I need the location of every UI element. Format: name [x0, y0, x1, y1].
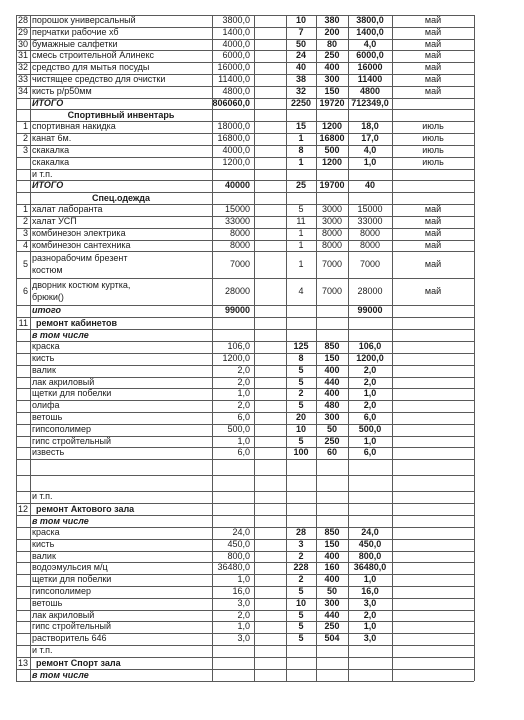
amount: 800,0	[358, 550, 382, 561]
item-name: растворитель 646	[32, 633, 107, 644]
item-name: краска	[32, 527, 60, 537]
row-number: 30	[17, 38, 28, 49]
month: май	[424, 239, 442, 250]
quantity: 125	[293, 341, 309, 352]
planned-total: 3,0	[237, 633, 250, 644]
unit-price: 504	[324, 633, 340, 644]
total-label: ИТОГО	[32, 97, 64, 108]
quantity: 5	[298, 376, 304, 387]
planned-total: 3,0	[237, 597, 250, 608]
subsection-label: в том числе	[32, 669, 89, 680]
quantity: 25	[295, 180, 306, 191]
row-number: 3	[22, 227, 28, 238]
row-number: 12	[17, 504, 28, 514]
subsection-label: в том числе	[32, 516, 89, 526]
quantity: 5	[298, 435, 304, 446]
amount: 500,0	[358, 423, 382, 434]
item-name: щетки для побелки	[32, 574, 112, 585]
row-number: 11	[18, 318, 28, 329]
amount: 4,0	[363, 145, 377, 155]
planned-total: 450,0	[227, 538, 250, 549]
row-number: 3	[22, 145, 28, 155]
column-divider	[30, 15, 31, 681]
amount: 18,0	[361, 121, 379, 132]
amount: 24,0	[361, 527, 379, 537]
section-title: ремонт Актового зала	[36, 504, 135, 514]
planned-total: 2,0	[237, 609, 250, 620]
planned-total: 18000,0	[217, 121, 250, 132]
amount: 6000,0	[356, 50, 384, 61]
unit-price: 400	[324, 574, 340, 585]
amount: 8000	[359, 239, 381, 250]
planned-total: 6000,0	[222, 50, 250, 61]
row-number: 32	[17, 62, 28, 73]
item-name: спортивная накидка	[32, 121, 116, 132]
category-header: Спортивный инвентарь	[67, 110, 175, 121]
unit-price: 16800	[319, 133, 345, 144]
unit-price: 850	[324, 527, 340, 537]
unit-price: 80	[326, 38, 337, 49]
unit-price: 1200	[321, 156, 343, 167]
amount: 1200,0	[356, 353, 384, 363]
quantity: 4	[298, 286, 304, 297]
unit-price: 440	[324, 376, 340, 387]
quantity: 40	[295, 62, 306, 73]
item-name: комбинезон сантехника	[32, 239, 131, 250]
amount: 1,0	[363, 156, 377, 167]
unit-price: 250	[324, 50, 340, 61]
category-header: Спец.одежда	[91, 193, 151, 204]
unit-price: 160	[324, 562, 340, 573]
item-name: халат лаборанта	[32, 204, 103, 215]
quantity: 1	[298, 156, 304, 167]
month: май	[424, 50, 442, 61]
amount: 17,0	[361, 133, 379, 144]
unit-price: 300	[324, 597, 340, 608]
quantity: 8	[298, 353, 304, 363]
item-name: и т.п.	[32, 168, 53, 179]
total-label: ИТОГО	[32, 180, 64, 191]
month: май	[424, 259, 442, 270]
item-name: перчатки рабочие хб	[32, 26, 119, 37]
amount: 2,0	[363, 609, 377, 620]
amount: 4,0	[363, 38, 377, 49]
planned-total: 1,0	[237, 388, 250, 399]
planned-total: 800,0	[227, 550, 250, 561]
planned-total: 4000,0	[222, 38, 250, 49]
unit-price: 300	[324, 412, 340, 422]
month: июль	[422, 145, 444, 155]
item-name-line2: костюм	[32, 265, 63, 276]
item-name: гипсополимер	[32, 423, 91, 434]
quantity: 2	[298, 388, 304, 399]
unit-price: 150	[324, 85, 340, 96]
row-divider	[16, 681, 474, 682]
quantity: 3	[298, 538, 304, 549]
month: май	[424, 216, 442, 226]
quantity: 1	[298, 227, 304, 238]
column-divider	[474, 15, 475, 681]
amount: 15000	[357, 204, 383, 215]
unit-price: 3000	[321, 204, 343, 215]
planned-total: 8000	[229, 227, 250, 238]
quantity: 2	[298, 574, 304, 585]
amount: 2,0	[363, 376, 377, 387]
item-name-line1: дворник костюм куртка,	[32, 280, 131, 291]
planned-total: 11400,0	[218, 74, 250, 84]
unit-price: 19720	[319, 97, 345, 108]
quantity: 1	[298, 239, 304, 250]
item-name: кисть	[32, 353, 55, 363]
item-name: ветошь	[32, 597, 63, 608]
item-name: и т.п.	[32, 491, 53, 502]
amount: 33000	[357, 216, 383, 226]
quantity: 228	[293, 562, 309, 573]
item-name: чистящее средство для очистки	[32, 74, 166, 84]
unit-price: 380	[324, 15, 340, 25]
unit-price: 300	[324, 74, 340, 84]
amount: 106,0	[358, 341, 382, 352]
quantity: 10	[295, 423, 306, 434]
item-name: валик	[32, 550, 56, 561]
amount: 6,0	[363, 412, 377, 422]
row-divider	[16, 459, 474, 460]
item-name: смесь строительной Алинекс	[32, 50, 155, 61]
quantity: 5	[298, 609, 304, 620]
quantity: 1	[298, 259, 304, 270]
unit-price: 1200	[321, 121, 343, 132]
amount: 99000	[357, 305, 383, 316]
planned-total: 106,0	[227, 341, 250, 352]
planned-total: 8000	[229, 239, 250, 250]
amount: 11400	[357, 74, 383, 84]
planned-total: 1,0	[237, 435, 250, 446]
amount: 36480,0	[353, 562, 387, 573]
unit-price: 8000	[321, 239, 343, 250]
planned-total: 2,0	[237, 376, 250, 387]
amount: 6,0	[363, 447, 377, 458]
planned-total: 36480,0	[217, 562, 250, 573]
row-number: 28	[17, 15, 28, 25]
planned-total: 6,0	[237, 447, 250, 458]
row-number: 6	[22, 286, 28, 297]
amount: 1,0	[363, 621, 377, 632]
item-name: канат 6м.	[32, 133, 72, 144]
unit-price: 440	[324, 609, 340, 620]
amount: 8000	[359, 227, 381, 238]
unit-price: 850	[324, 341, 340, 352]
amount: 1,0	[363, 388, 377, 399]
amount: 3800,0	[356, 15, 384, 25]
unit-price: 250	[324, 621, 340, 632]
month: июль	[422, 156, 444, 167]
planned-total: 24,0	[232, 527, 250, 537]
unit-price: 3000	[321, 216, 343, 226]
unit-price: 7000	[321, 259, 343, 270]
planned-total: 4800,0	[222, 85, 250, 96]
month: июль	[422, 121, 444, 132]
planned-total: 2,0	[237, 364, 250, 375]
planned-total: 4000,0	[222, 145, 250, 155]
section-title: ремонт Спорт зала	[36, 657, 121, 668]
item-name: скакалка	[32, 145, 70, 155]
row-number: 5	[22, 259, 28, 270]
month: май	[424, 26, 442, 37]
quantity: 10	[295, 597, 306, 608]
planned-total: 33000	[224, 216, 250, 226]
quantity: 5	[298, 400, 304, 411]
row-number: 1	[22, 204, 28, 215]
item-name: и т.п.	[32, 645, 53, 655]
planned-total: 16,0	[232, 586, 250, 596]
month: май	[424, 38, 442, 49]
quantity: 11	[296, 216, 306, 226]
row-number: 1	[22, 121, 28, 132]
quantity: 32	[295, 85, 306, 96]
amount: 7000	[359, 259, 381, 270]
unit-price: 400	[324, 388, 340, 399]
month: май	[424, 15, 442, 25]
unit-price: 250	[324, 435, 340, 446]
row-number: 34	[17, 85, 28, 96]
amount: 712349,0	[351, 97, 389, 108]
item-name: бумажные салфетки	[32, 38, 118, 49]
planned-total: 15000	[224, 204, 250, 215]
planned-total: 1,0	[237, 621, 250, 632]
quantity: 38	[295, 74, 306, 84]
planned-total: 1400,0	[222, 26, 250, 37]
item-name: гипс стройтельный	[32, 621, 111, 632]
item-name: комбинезон электрика	[32, 227, 126, 238]
month: май	[424, 85, 442, 96]
section-title: ремонт кабинетов	[36, 318, 118, 329]
unit-price: 200	[324, 26, 340, 37]
quantity: 15	[295, 121, 306, 132]
item-name: скакалка	[32, 156, 70, 167]
quantity: 2	[298, 550, 304, 561]
subsection-label: в том числе	[32, 330, 89, 341]
item-name: известь	[32, 447, 65, 458]
amount: 450,0	[358, 538, 382, 549]
unit-price: 400	[324, 550, 340, 561]
quantity: 5	[298, 633, 304, 644]
column-divider	[16, 15, 17, 681]
row-number: 2	[22, 216, 28, 226]
item-name: щетки для побелки	[32, 388, 112, 399]
item-name: гипсополимер	[32, 586, 91, 596]
unit-price: 8000	[321, 227, 343, 238]
amount: 4800	[359, 85, 381, 96]
amount: 40	[364, 180, 375, 191]
planned-total: 500,0	[227, 423, 250, 434]
planned-total: 806060,0	[212, 97, 250, 108]
column-divider	[392, 15, 393, 681]
amount: 1400,0	[356, 26, 384, 37]
quantity: 5	[298, 621, 304, 632]
unit-price: 480	[324, 400, 340, 411]
month: май	[424, 74, 442, 84]
planned-total: 16000,0	[217, 62, 250, 73]
month: май	[424, 286, 442, 297]
item-name: лак акриловый	[32, 609, 95, 620]
quantity: 24	[295, 50, 306, 61]
quantity: 20	[295, 412, 306, 422]
amount: 3,0	[363, 597, 377, 608]
quantity: 100	[293, 447, 309, 458]
item-name: кисть р/р50мм	[32, 85, 92, 96]
unit-price: 50	[326, 423, 337, 434]
row-number: 31	[17, 50, 28, 61]
month: июль	[422, 133, 444, 144]
amount: 16,0	[361, 586, 379, 596]
month: май	[424, 227, 442, 238]
amount: 16000	[357, 62, 383, 73]
quantity: 1	[298, 133, 304, 144]
amount: 2,0	[363, 364, 377, 375]
unit-price: 400	[324, 364, 340, 375]
planned-total: 40000	[224, 180, 250, 191]
quantity: 7	[298, 26, 304, 37]
row-number: 29	[17, 26, 28, 37]
unit-price: 7000	[321, 286, 343, 297]
column-divider	[254, 15, 255, 681]
quantity: 2250	[290, 97, 312, 108]
planned-total: 28000	[224, 286, 250, 297]
quantity: 10	[295, 15, 306, 25]
unit-price: 50	[326, 586, 337, 596]
unit-price: 19700	[319, 180, 345, 191]
amount: 28000	[357, 286, 383, 297]
row-number: 33	[17, 74, 28, 84]
amount: 2,0	[363, 400, 377, 411]
unit-price: 400	[324, 62, 340, 73]
unit-price: 150	[324, 353, 340, 363]
unit-price: 500	[324, 145, 340, 155]
planned-total: 3800,0	[222, 15, 250, 25]
planned-total: 6,0	[237, 412, 250, 422]
item-name: лак акриловый	[32, 376, 95, 387]
item-name: кисть	[32, 538, 55, 549]
item-name-line1: разнорабочим брезент	[32, 253, 128, 264]
quantity: 5	[298, 586, 304, 596]
planned-total: 7000	[229, 259, 250, 270]
row-divider	[16, 475, 474, 476]
month: май	[424, 204, 442, 215]
planned-total: 2,0	[237, 400, 250, 411]
quantity: 8	[298, 145, 304, 155]
planned-total: 16800,0	[217, 133, 250, 144]
quantity: 50	[295, 38, 306, 49]
item-name: ветошь	[32, 412, 63, 422]
unit-price: 60	[326, 447, 337, 458]
quantity: 5	[298, 204, 304, 215]
item-name: порошок универсальный	[32, 15, 136, 25]
amount: 1,0	[363, 435, 377, 446]
item-name: средство для мытья посуды	[32, 62, 150, 73]
item-name-line2: брюки()	[32, 292, 64, 303]
planned-total: 1200,0	[222, 353, 250, 363]
planned-total: 1,0	[237, 574, 250, 585]
quantity: 28	[295, 527, 306, 537]
subtotal-label: итого	[32, 305, 61, 316]
amount: 3,0	[363, 633, 377, 644]
item-name: олифа	[32, 400, 60, 411]
planned-total: 1200,0	[222, 156, 250, 167]
quantity: 5	[298, 364, 304, 375]
amount: 1,0	[363, 574, 377, 585]
row-number: 4	[22, 239, 28, 250]
item-name: водоэмульсия м/ц	[32, 562, 108, 573]
item-name: гипс стройтельный	[32, 435, 111, 446]
item-name: халат УСП	[32, 216, 77, 226]
row-number: 13	[17, 657, 28, 668]
unit-price: 150	[324, 538, 340, 549]
item-name: краска	[32, 341, 60, 352]
planned-total: 99000	[224, 305, 250, 316]
item-name: валик	[32, 364, 56, 375]
month: май	[424, 62, 442, 73]
row-number: 2	[22, 133, 28, 144]
